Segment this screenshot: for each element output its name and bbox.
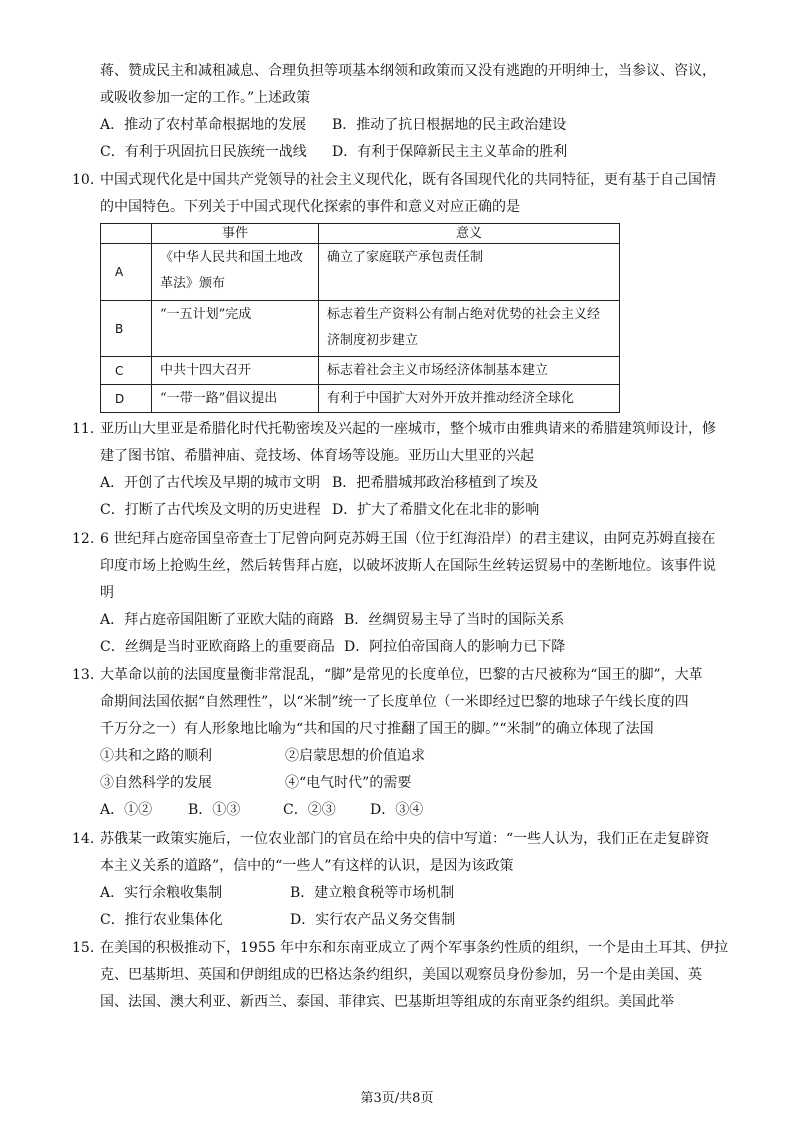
q12-number: 12. [72, 531, 95, 547]
q11-option-b[interactable]: B．把希腊城邦政治移植到了埃及 [332, 475, 539, 491]
q13-option-d[interactable]: D．③④ [370, 802, 424, 818]
event-line: 中共十四大召开 [160, 363, 252, 378]
meaning-line: 有利于中国扩大对外开放并推动经济全球化 [327, 391, 575, 406]
q11-option-c[interactable]: C．打断了古代埃及文明的历史进程 [100, 502, 321, 518]
q13-option-c[interactable]: C．②③ [283, 802, 336, 818]
q14-stem-line1: 苏俄某一政策实施后，一位农业部门的官员在给中央的信中写道：“一些人认为，我们正在走复辟资 [100, 831, 710, 847]
q15-stem-line2: 克、巴基斯坦、英国和伊朗组成的巴格达条约组织，美国以观察员身份参加，另一个是由美国、英 [100, 967, 702, 983]
q10-stem-line2: 的中国特色。下列关于中国式现代化探索的事件和意义对应正确的是 [100, 199, 520, 215]
q9-option-c[interactable]: C．有利于巩固抗日民族统一战线 [100, 144, 307, 160]
event-line: 《中华人民共和国土地改 [160, 250, 304, 265]
event-line: “一五计划”完成 [160, 307, 252, 322]
q9-option-d[interactable]: D．有利于保障新民主主义革命的胜利 [332, 144, 568, 160]
q13-item-2: ②启蒙思想的价值追求 [285, 748, 425, 764]
row-label: D [101, 385, 152, 413]
row-label: C [101, 357, 152, 385]
q12-stem-line1: 6 世纪拜占庭帝国皇帝查士丁尼曾向阿克苏姆王国（位于红海沿岸）的君主建议，由阿克苏姆直接在 [100, 531, 716, 547]
q13-option-a[interactable]: A．①② [100, 802, 153, 818]
q13-stem-line1: 大革命以前的法国度量衡非常混乱，“脚”是常见的长度单位，巴黎的古尺被称为“国王的脚”，大革 [100, 667, 703, 683]
row-label: A [101, 244, 152, 301]
row-event [152, 385, 319, 413]
q13-stem-line3: 千万分之一）有人形象地比喻为“共和国的尺寸推翻了国王的脚。”“米制”的确立体现了法国 [100, 721, 654, 737]
q14-option-d[interactable]: D．实行农产品义务交售制 [290, 912, 456, 928]
q11-option-a[interactable]: A．开创了古代埃及早期的城市文明 [100, 475, 321, 491]
q11-option-d[interactable]: D．扩大了希腊文化在北非的影响 [332, 502, 540, 518]
meaning-line: 标志着生产资料公有制占绝对优势的社会主义经 [327, 307, 601, 322]
q14-option-a[interactable]: A．实行余粮收集制 [100, 885, 223, 901]
row-meaning [319, 244, 620, 301]
q12-option-c[interactable]: C．丝绸是当时亚欧商路上的重要商品 [100, 639, 335, 655]
q9-stem-line1: 蒋、赞成民主和减租减息、合理负担等项基本纲领和政策而又没有逃跑的开明绅士，当参议、咨议， [100, 63, 716, 79]
q13-option-b[interactable]: B．①③ [188, 802, 241, 818]
table-header-meaning: 意义 [319, 224, 620, 244]
q9-option-a[interactable]: A．推动了农村革命根据地的发展 [100, 117, 307, 133]
event-line: “一带一路”倡议提出 [160, 391, 278, 406]
table-header-event: 事件 [152, 224, 319, 244]
q14-option-b[interactable]: B．建立粮食税等市场机制 [290, 885, 455, 901]
q13-stem-line2: 命期间法国依据“自然理性”，以“米制”统一了长度单位（一米即经过巴黎的地球子午线长度的四 [100, 694, 689, 710]
table-row-a [101, 244, 620, 301]
event-line: 革法》颁布 [160, 276, 226, 291]
q12-stem-line3: 明 [100, 585, 114, 601]
q12-option-b[interactable]: B．丝绸贸易主导了当时的国际关系 [344, 612, 565, 628]
q14-option-c[interactable]: C．推行农业集体化 [100, 912, 223, 928]
q14-stem-line2: 本主义关系的道路”，信中的“一些人”有这样的认识，是因为该政策 [100, 858, 514, 874]
meaning-line: 济制度初步建立 [327, 333, 419, 348]
row-event [152, 244, 319, 301]
meaning-line: 标志着社会主义市场经济体制基本建立 [327, 363, 549, 378]
q13-item-4: ④“电气时代”的需要 [285, 775, 412, 791]
row-meaning [319, 357, 620, 385]
q15-number: 15. [72, 940, 95, 956]
q12-option-d[interactable]: D．阿拉伯帝国商人的影响力已下降 [344, 639, 566, 655]
page-number: 第3页/共8页 [360, 1091, 434, 1106]
q11-stem-line2: 建了图书馆、希腊神庙、竞技场、体育场等设施。亚历山大里亚的兴起 [100, 448, 534, 464]
row-meaning [319, 385, 620, 413]
table-row-c [101, 357, 620, 385]
q14-number: 14. [72, 831, 95, 847]
row-event [152, 357, 319, 385]
q9-stem-line2: 或吸收参加一定的工作。”上述政策 [100, 90, 311, 106]
q15-stem-line1: 在美国的积极推动下，1955 年中东和东南亚成立了两个军事条约性质的组织，一个是由土耳其、伊拉 [100, 940, 729, 956]
table-header-row [101, 224, 620, 244]
q13-number: 13. [72, 667, 95, 683]
table-header-blank [101, 224, 152, 244]
row-meaning [319, 301, 620, 357]
q10-number: 10. [72, 172, 95, 188]
q11-stem-line1: 亚历山大里亚是希腊化时代托勒密埃及兴起的一座城市，整个城市由雅典请来的希腊建筑师设计，修 [100, 421, 716, 437]
q9-option-b[interactable]: B．推动了抗日根据地的民主政治建设 [332, 117, 567, 133]
q10-event-table [100, 223, 620, 413]
q15-stem-line3: 国、法国、澳大利亚、新西兰、泰国、菲律宾、巴基斯坦等组成的东南亚条约组织。美国此举 [100, 994, 674, 1010]
table-row-d [101, 385, 620, 413]
meaning-line: 确立了家庭联产承包责任制 [327, 250, 484, 265]
q12-stem-line2: 印度市场上抢购生丝，然后转售拜占庭，以破坏波斯人在国际生丝转运贸易中的垄断地位。该事件说 [100, 558, 716, 574]
q10-stem-line1: 中国式现代化是中国共产党领导的社会主义现代化，既有各国现代化的共同特征，更有基于自己国情 [100, 172, 716, 188]
q11-number: 11. [72, 421, 95, 437]
row-event [152, 301, 319, 357]
row-label: B [101, 301, 152, 357]
q13-item-1: ①共和之路的顺利 [100, 748, 212, 764]
table-row-b [101, 301, 620, 357]
q13-item-3: ③自然科学的发展 [100, 775, 212, 791]
q12-option-a[interactable]: A．拜占庭帝国阻断了亚欧大陆的商路 [100, 612, 335, 628]
